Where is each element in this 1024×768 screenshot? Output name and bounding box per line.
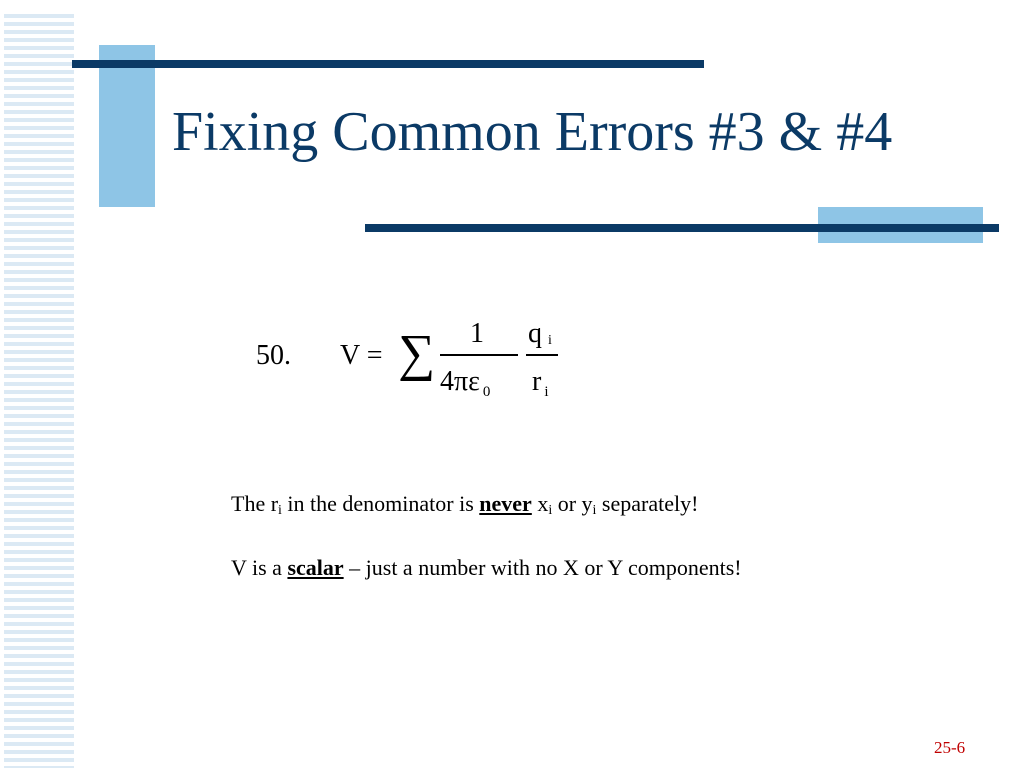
- fraction1-numerator: 1: [470, 318, 484, 349]
- note1-text-b: in the denominator is: [281, 491, 480, 516]
- equation-lhs: V =: [340, 340, 383, 371]
- slide-title: Fixing Common Errors #3 & #4: [172, 101, 893, 163]
- emphasis-never: never: [479, 491, 532, 516]
- decorative-stripes: [0, 14, 74, 768]
- title-rule-bottom: [365, 224, 999, 232]
- summation-symbol: ∑: [398, 325, 436, 382]
- equation-number: 50.: [256, 340, 291, 371]
- slide-number: 25-6: [934, 738, 966, 757]
- fraction1-denominator: [440, 366, 490, 402]
- accent-block-left: [99, 45, 155, 207]
- r-subscript: i: [544, 384, 549, 400]
- fraction2-numerator: [528, 318, 552, 355]
- note1-sub-d: i: [592, 503, 597, 518]
- note1-sub-c: i: [548, 503, 553, 518]
- fraction1-denominator-text: 4πε: [440, 366, 480, 397]
- note1-text-c: x: [531, 491, 549, 516]
- note2-text-b: – just a number with no X or Y components!: [343, 555, 742, 580]
- emphasis-scalar: scalar: [287, 555, 344, 580]
- title-rule-top: [72, 60, 704, 68]
- fraction1-bar: [440, 354, 518, 356]
- epsilon-subscript: 0: [482, 384, 491, 400]
- fraction2-bar: [526, 354, 558, 356]
- fraction2-denominator: [532, 366, 549, 402]
- fraction2-numerator-text: q: [528, 318, 542, 349]
- note1-text-d: or y: [552, 491, 593, 516]
- note1-text-a: The r: [231, 491, 279, 516]
- q-subscript: i: [548, 333, 552, 348]
- fraction2-denominator-text: r: [532, 366, 542, 397]
- note1-text-e: separately!: [596, 491, 699, 516]
- note-line-1: [231, 490, 698, 518]
- note2-text-a: V is a: [231, 555, 288, 580]
- note-line-2: [231, 554, 742, 582]
- note1-sub-a: i: [278, 503, 282, 518]
